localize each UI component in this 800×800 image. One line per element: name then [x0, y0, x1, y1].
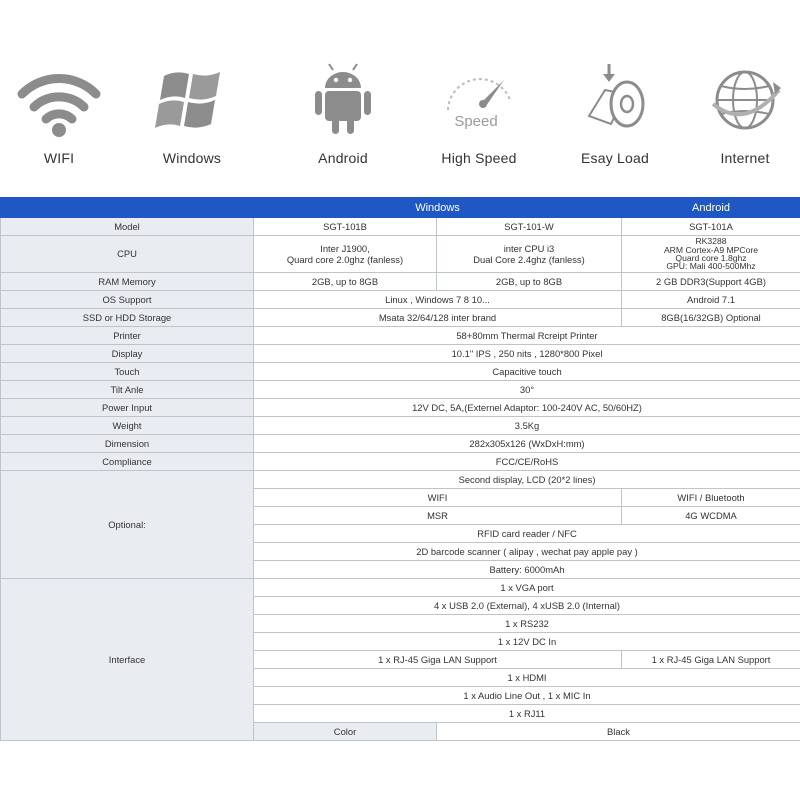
- feature-high-speed: [414, 60, 544, 180]
- cell: 1 x HDMI: [254, 669, 800, 687]
- table-row: [1, 309, 800, 327]
- cell: 58+80mm Thermal Rcreipt Printer: [254, 327, 800, 345]
- wifi-icon: [14, 60, 104, 140]
- cell: RFID card reader / NFC: [254, 525, 800, 543]
- cell: 12V DC, 5A,(Externel Adaptor: 100-240V AC, 50/60HZ): [254, 399, 800, 417]
- cpu-line: ARM Cortex-A9 MPCore: [663, 244, 759, 255]
- row-label: RAM Memory: [1, 273, 254, 291]
- row-label: Dimension: [1, 435, 254, 453]
- cell: 1 x Audio Line Out , 1 x MIC In: [254, 687, 800, 705]
- row-label: Interface: [1, 579, 254, 741]
- cell: FCC/CE/RoHS: [254, 453, 800, 471]
- header-windows: Windows: [254, 198, 622, 218]
- cell: MSR: [254, 507, 622, 525]
- android-robot-icon: [303, 60, 383, 140]
- table-row: [1, 453, 800, 471]
- row-label: Color: [254, 723, 437, 741]
- cell: 1 x RJ-45 Giga LAN Support: [254, 651, 622, 669]
- header-android: Android: [622, 198, 800, 218]
- cpu-line: Dual Core 2.4ghz (fanless): [473, 254, 585, 265]
- cell: 3.5Kg: [254, 417, 800, 435]
- cell: 1 x RJ-45 Giga LAN Support: [622, 651, 800, 669]
- speedometer-icon: [434, 60, 524, 140]
- cell: SGT-101A: [622, 218, 800, 236]
- paper-roll-icon: [575, 60, 655, 140]
- table-row: [1, 435, 800, 453]
- cpu-line: Inter J1900,: [320, 243, 370, 254]
- cell: 2GB, up to 8GB: [254, 273, 437, 291]
- cell: 2 GB DDR3(Support 4GB): [622, 273, 800, 291]
- feature-internet: [680, 60, 800, 180]
- cell: Linux , Windows 7 8 10...: [254, 291, 622, 309]
- cpu-line: Quard core 2.0ghz (fanless): [286, 254, 404, 265]
- cell: 1 x RS232: [254, 615, 800, 633]
- cell: Msata 32/64/128 inter brand: [254, 309, 622, 327]
- cell: [437, 236, 622, 273]
- cell: 4G WCDMA: [622, 507, 800, 525]
- feature-label: Internet: [720, 150, 770, 166]
- row-label: Weight: [1, 417, 254, 435]
- cell: 1 x 12V DC In: [254, 633, 800, 651]
- row-label: SSD or HDD Storage: [1, 309, 254, 327]
- table-row: [1, 218, 800, 236]
- row-label: Display: [1, 345, 254, 363]
- cell: [622, 236, 800, 273]
- row-label: Touch: [1, 363, 254, 381]
- table-row: [1, 417, 800, 435]
- cell: 2D barcode scanner ( alipay , wechat pay apple pay ): [254, 543, 800, 561]
- row-label: OS Support: [1, 291, 254, 309]
- cpu-line: GPU: Mali 400-500Mhz: [666, 261, 756, 272]
- feature-wifi: [0, 60, 124, 180]
- globe-icon: [705, 60, 785, 140]
- cell: Capacitive touch: [254, 363, 800, 381]
- spec-table: [0, 197, 800, 741]
- cell: 30°: [254, 381, 800, 399]
- cell: 282x305x126 (WxDxH:mm): [254, 435, 800, 453]
- cell: [254, 236, 437, 273]
- table-row: [1, 327, 800, 345]
- windows-logo-icon: [152, 60, 232, 140]
- feature-label: WIFI: [43, 150, 75, 166]
- cpu-line: Quard core 1.8ghz: [675, 253, 747, 263]
- cell: Battery: 6000mAh: [254, 561, 800, 579]
- cpu-line: RK3288: [695, 236, 727, 247]
- cell: 8GB(16/32GB) Optional: [622, 309, 800, 327]
- feature-label: Windows: [162, 150, 222, 166]
- speed-icon-text: Speed: [454, 113, 498, 130]
- feature-easy-load: [550, 60, 680, 180]
- cell: SGT-101-W: [437, 218, 622, 236]
- row-label: Tilt Anle: [1, 381, 254, 399]
- row-label: Printer: [1, 327, 254, 345]
- row-label: Model: [1, 218, 254, 236]
- table-header-row: [1, 198, 800, 218]
- cell: 1 x VGA port: [254, 579, 800, 597]
- table-row: [1, 291, 800, 309]
- table-row: [1, 236, 800, 273]
- cell: Android 7.1: [622, 291, 800, 309]
- row-label: Optional:: [1, 471, 254, 579]
- cell: WIFI: [254, 489, 622, 507]
- table-row: [1, 273, 800, 291]
- row-label: Power Input: [1, 399, 254, 417]
- cell: 10.1" IPS , 250 nits , 1280*800 Pixel: [254, 345, 800, 363]
- row-label: Compliance: [1, 453, 254, 471]
- feature-label: High Speed: [441, 150, 517, 166]
- feature-label: Android: [318, 150, 368, 166]
- cell: Second display, LCD (20*2 lines): [254, 471, 800, 489]
- table-row: [1, 471, 800, 489]
- table-row: [1, 399, 800, 417]
- cell: 2GB, up to 8GB: [437, 273, 622, 291]
- cell: WIFI / Bluetooth: [622, 489, 800, 507]
- cell: 1 x RJ11: [254, 705, 800, 723]
- table-row: [1, 579, 800, 597]
- table-row: [1, 363, 800, 381]
- header-blank: [1, 198, 254, 218]
- cell: 4 x USB 2.0 (External), 4 xUSB 2.0 (Internal): [254, 597, 800, 615]
- table-row: [1, 381, 800, 399]
- table-row: [1, 345, 800, 363]
- row-label: CPU: [1, 236, 254, 273]
- cell: Black: [437, 723, 800, 741]
- feature-windows: [127, 60, 257, 180]
- feature-android: [278, 60, 408, 180]
- feature-label: Esay Load: [581, 150, 649, 166]
- cpu-line: inter CPU i3: [503, 243, 555, 254]
- cell: SGT-101B: [254, 218, 437, 236]
